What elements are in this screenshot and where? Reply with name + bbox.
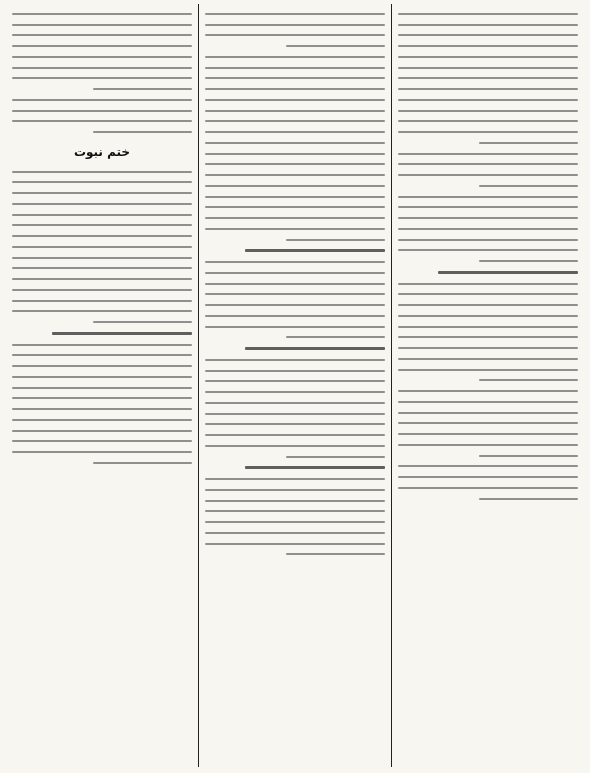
text-line — [205, 445, 385, 447]
text-line — [479, 455, 578, 457]
text-line — [12, 56, 192, 58]
text-line — [12, 310, 192, 312]
text-line-group — [12, 171, 192, 324]
paragraph — [205, 13, 385, 47]
text-line-group — [398, 465, 578, 499]
text-line — [398, 67, 578, 69]
text-line — [12, 99, 192, 101]
paragraph — [205, 478, 385, 555]
text-line-group — [205, 478, 385, 555]
heading-rule — [245, 347, 385, 350]
text-line — [205, 370, 385, 372]
text-line — [205, 413, 385, 415]
paragraph — [398, 390, 578, 457]
text-line — [286, 239, 385, 241]
text-line — [12, 235, 192, 237]
text-line — [12, 34, 192, 36]
text-line-group — [12, 13, 192, 90]
text-line — [398, 369, 578, 371]
text-line — [205, 283, 385, 285]
column-middle — [199, 4, 392, 767]
text-line — [398, 239, 578, 241]
text-line — [398, 476, 578, 478]
text-line — [12, 171, 192, 173]
text-line — [12, 289, 192, 291]
text-line — [205, 293, 385, 295]
paragraph — [398, 196, 578, 263]
text-line-group — [398, 390, 578, 457]
text-line — [205, 99, 385, 101]
text-line — [205, 206, 385, 208]
text-line — [205, 153, 385, 155]
text-line — [12, 214, 192, 216]
text-line — [205, 34, 385, 36]
text-line-group — [12, 344, 192, 464]
text-line — [205, 402, 385, 404]
section-heading — [12, 332, 192, 335]
text-line — [12, 267, 192, 269]
heading-rule — [245, 466, 385, 469]
text-line — [12, 67, 192, 69]
heading-rule — [52, 332, 192, 335]
text-line-group — [205, 359, 385, 458]
text-line — [398, 88, 578, 90]
text-line — [398, 131, 578, 133]
text-line — [398, 304, 578, 306]
text-line — [93, 321, 192, 323]
heading-rule — [438, 271, 578, 274]
text-line — [398, 412, 578, 414]
text-line — [205, 532, 385, 534]
text-line — [93, 88, 192, 90]
text-line — [205, 120, 385, 122]
text-line — [398, 206, 578, 208]
text-line — [286, 456, 385, 458]
text-line — [398, 34, 578, 36]
text-line — [398, 13, 578, 15]
text-line — [12, 376, 192, 378]
section-heading: ختم نبوت — [73, 144, 131, 159]
column-right — [392, 4, 584, 767]
text-line — [398, 326, 578, 328]
text-line — [12, 354, 192, 356]
text-line — [205, 217, 385, 219]
text-line — [205, 163, 385, 165]
text-line — [398, 358, 578, 360]
text-line — [205, 110, 385, 112]
text-line-group — [398, 196, 578, 263]
section-heading — [398, 271, 578, 274]
text-line — [205, 13, 385, 15]
text-line — [12, 203, 192, 205]
text-line — [12, 365, 192, 367]
text-line — [205, 228, 385, 230]
text-line — [205, 304, 385, 306]
text-line — [398, 249, 578, 251]
text-line — [398, 315, 578, 317]
text-line — [12, 246, 192, 248]
text-line — [12, 344, 192, 346]
section-heading — [205, 466, 385, 469]
text-line — [398, 401, 578, 403]
heading-rule — [245, 249, 385, 252]
text-line — [12, 45, 192, 47]
text-line — [398, 336, 578, 338]
paragraph — [12, 99, 192, 133]
text-line — [12, 257, 192, 259]
text-line — [205, 131, 385, 133]
text-line — [12, 300, 192, 302]
text-line — [479, 260, 578, 262]
section-heading — [205, 249, 385, 252]
text-line-group — [12, 99, 192, 133]
text-line — [12, 13, 192, 15]
text-line — [398, 120, 578, 122]
text-line — [205, 56, 385, 58]
text-line — [205, 478, 385, 480]
text-line — [205, 174, 385, 176]
text-line — [398, 196, 578, 198]
text-line — [205, 380, 385, 382]
text-line — [12, 278, 192, 280]
text-line — [12, 408, 192, 410]
text-line — [398, 444, 578, 446]
text-line — [398, 487, 578, 489]
text-line — [12, 440, 192, 442]
text-line — [205, 391, 385, 393]
paragraph — [205, 56, 385, 241]
text-line — [205, 88, 385, 90]
paragraph — [398, 465, 578, 499]
text-line-group — [205, 261, 385, 338]
text-line — [205, 543, 385, 545]
text-line — [205, 359, 385, 361]
text-line — [398, 390, 578, 392]
text-line — [479, 379, 578, 381]
paragraph — [398, 153, 578, 187]
text-line — [398, 465, 578, 467]
text-line — [398, 293, 578, 295]
text-line — [398, 45, 578, 47]
text-line — [398, 153, 578, 155]
text-line — [12, 24, 192, 26]
text-line-group — [205, 13, 385, 47]
text-line — [205, 500, 385, 502]
text-line — [205, 142, 385, 144]
text-line-group — [398, 283, 578, 382]
text-line — [12, 419, 192, 421]
paragraph — [205, 261, 385, 338]
text-line — [12, 451, 192, 453]
text-line — [398, 163, 578, 165]
text-line — [205, 185, 385, 187]
text-line-group — [398, 13, 578, 144]
paragraph — [12, 13, 192, 90]
text-line — [12, 181, 192, 183]
column-left — [6, 4, 199, 767]
text-line — [398, 56, 578, 58]
text-line — [12, 387, 192, 389]
text-line — [205, 489, 385, 491]
text-line — [205, 196, 385, 198]
text-line — [12, 120, 192, 122]
paragraph — [398, 13, 578, 144]
text-line — [93, 131, 192, 133]
text-line — [205, 521, 385, 523]
text-line — [12, 110, 192, 112]
paragraph — [398, 283, 578, 382]
text-line — [205, 24, 385, 26]
text-line — [479, 185, 578, 187]
paragraph — [205, 359, 385, 458]
text-line — [479, 498, 578, 500]
text-line — [205, 272, 385, 274]
text-line — [205, 315, 385, 317]
text-line-group — [398, 153, 578, 187]
text-line — [398, 99, 578, 101]
text-line — [205, 510, 385, 512]
text-line — [398, 433, 578, 435]
text-line — [398, 174, 578, 176]
text-line — [286, 45, 385, 47]
text-line — [93, 462, 192, 464]
section-heading — [205, 347, 385, 350]
text-line — [479, 142, 578, 144]
text-line — [205, 261, 385, 263]
text-line — [286, 553, 385, 555]
paragraph — [12, 344, 192, 464]
text-line — [398, 422, 578, 424]
text-line — [398, 283, 578, 285]
text-line — [205, 326, 385, 328]
text-line — [286, 336, 385, 338]
paragraph — [12, 171, 192, 324]
text-line — [12, 430, 192, 432]
text-line — [205, 77, 385, 79]
text-line — [398, 110, 578, 112]
text-line — [398, 217, 578, 219]
text-line — [12, 224, 192, 226]
text-line — [398, 77, 578, 79]
text-line — [398, 228, 578, 230]
text-line — [12, 77, 192, 79]
text-line-group — [205, 56, 385, 241]
text-line — [12, 192, 192, 194]
text-line — [205, 423, 385, 425]
text-line — [205, 434, 385, 436]
text-line — [205, 67, 385, 69]
text-line — [12, 397, 192, 399]
text-line — [398, 24, 578, 26]
text-line — [398, 347, 578, 349]
